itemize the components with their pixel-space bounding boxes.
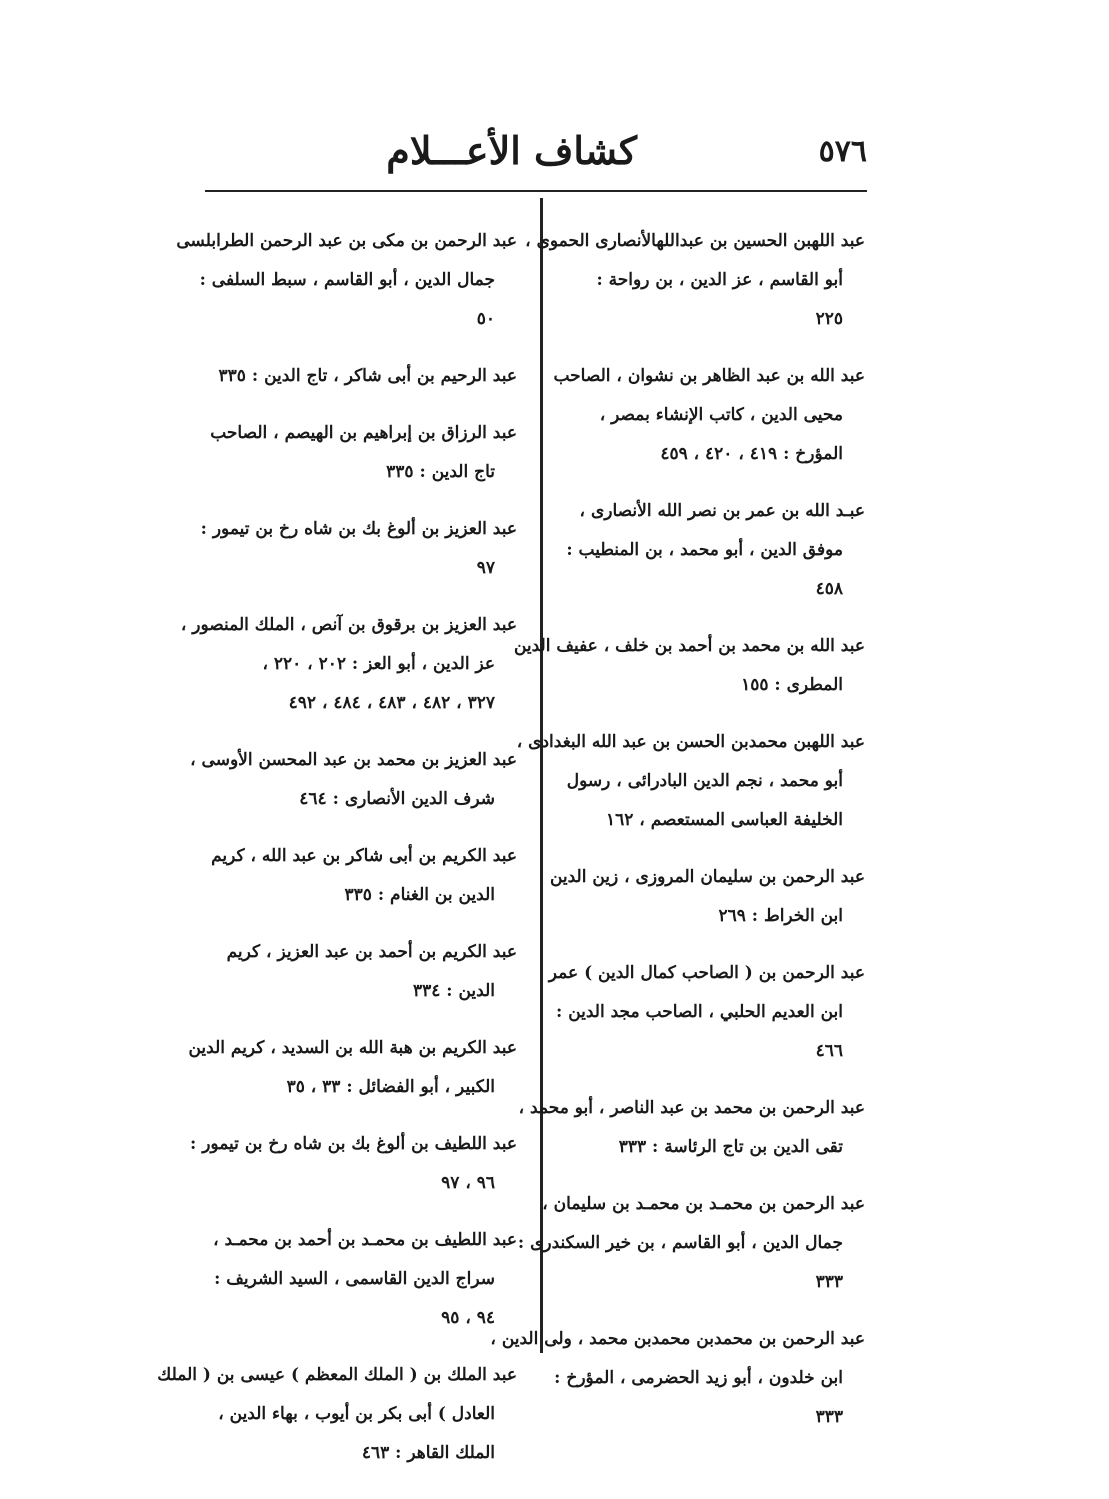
entry-line: عبد الكريم بن أبى شاكر بن عبد الله ، كريم (211, 846, 517, 866)
entry-line: ٤٦٦ (815, 1041, 843, 1061)
index-entry (518, 1089, 865, 1167)
index-entry (190, 1125, 517, 1203)
entry-line: عبد الرحمن بن مكى بن عبد الرحمن الطرابلسى (176, 231, 517, 251)
entry-line: عبد الكريم بن هبة الله بن السديد ، كريم الدين (188, 1038, 517, 1058)
entry-line: جمال الدين ، أبو القاسم ، سبط السلفى : (199, 270, 495, 290)
entry-line: ٣٢٧ ، ٤٨٢ ، ٤٨٣ ، ٤٨٤ ، ٤٩٢ (288, 693, 495, 713)
entry-line: ابن الخراط : ٢٦٩ (718, 906, 843, 926)
index-entry (212, 414, 517, 492)
entry-line: المؤرخ : ٤١٩ ، ٤٢٠ ، ٤٥٩ (660, 444, 843, 464)
entry-line: الدين بن الغنام : ٣٣٥ (344, 885, 495, 905)
entry-line: الخليفة العباسى المستعصم ، ١٦٢ (605, 810, 843, 830)
index-entry (553, 357, 865, 474)
entry-line: عبد العزيز بن محمد بن عبد المحسن الأوسى ، (190, 750, 517, 770)
index-entry (548, 954, 865, 1071)
entry-line: المطرى : ١٥٥ (741, 675, 843, 695)
entry-line: أبو محمد ، نجم الدين البادرائى ، رسول (566, 771, 843, 791)
entry-line: عبد الرزاق بن إبراهيم بن الهيصم ، الصاحب (210, 423, 517, 443)
index-entry (200, 510, 517, 588)
index-entry (516, 723, 865, 840)
column-divider (540, 198, 543, 1353)
entry-line: ابن العديم الحلبي ، الصاحب مجد الدين : (556, 1002, 843, 1022)
entry-line: ٥٠ (476, 309, 495, 329)
entry-line: ابن خلدون ، أبو زيد الحضرمى ، المؤرخ : (554, 1368, 843, 1388)
entry-line: عبد الرحمن بن محمـد بن محمـد بن سليمان ، (542, 1194, 865, 1214)
entry-line: عبد الملك بن ( الملك المعظم ) عيسى بن ( الملك (157, 1365, 517, 1385)
entry-line: عبد الكريم بن أحمد بن عبد العزيز ، كريم (226, 942, 517, 962)
entry-line: عبد العزيز بن برقوق بن آنص ، الملك المنصور ، (180, 615, 517, 635)
index-entry (180, 606, 517, 723)
left-column (157, 222, 517, 1473)
entry-line: ٩٦ ، ٩٧ (441, 1173, 495, 1193)
entry-line: عبد الرحيم بن أبى شاكر ، تاج الدين : ٣٣٥ (218, 366, 517, 386)
entry-line: ٩٤ ، ٩٥ (441, 1308, 495, 1328)
entry-line: عز الدين ، أبو العز : ٢٠٢ ، ٢٢٠ ، (262, 654, 495, 674)
page-header (205, 128, 867, 192)
entry-line: عبد الرحمن بن سليمان المروزى ، زين الدين (549, 867, 865, 887)
index-entry (517, 1185, 865, 1302)
index-entry (549, 858, 865, 936)
entry-line: شرف الدين الأنصارى : ٤٦٤ (299, 789, 495, 809)
index-entry (190, 741, 517, 819)
entry-line: عبد الله بن محمد بن أحمد بن خلف ، عفيف الدين (513, 636, 865, 656)
entry-line: جمال الدين ، أبو القاسم ، بن خير السكندرى : (517, 1233, 843, 1253)
right-column (490, 222, 865, 1437)
entry-line: ٣٣٣ (815, 1272, 843, 1292)
index-entry (212, 1221, 517, 1338)
index-entry (212, 837, 517, 915)
index-entry (513, 627, 865, 705)
entry-line: سراج الدين القاسمى ، السيد الشريف : (214, 1269, 495, 1289)
index-entry (212, 357, 517, 396)
page-number: ٥٧٦ (818, 134, 867, 169)
entry-line: عبد الرحمن بن محمد بن عبد الناصر ، أبو محمد ، (518, 1098, 865, 1118)
page-title: كشاف الأعـــلام (386, 128, 637, 173)
entry-line: محيى الدين ، كاتب الإنشاء بمصر ، (599, 405, 843, 425)
index-entry (157, 1356, 517, 1473)
entry-line: عبد اللهبن محمدبن الحسن بن عبد الله البغدادى ، (516, 732, 865, 752)
index-entry (525, 222, 865, 339)
entry-line: العادل ) أبى بكر بن أيوب ، بهاء الدين ، (218, 1404, 495, 1424)
index-entry (490, 1320, 865, 1437)
entry-line: ٤٥٨ (815, 579, 843, 599)
entry-line: الدين : ٣٣٤ (412, 981, 495, 1001)
index-entry (188, 1029, 517, 1107)
entry-line: ٣٣٣ (815, 1407, 843, 1427)
entry-line: الكبير ، أبو الفضائل : ٣٣ ، ٣٥ (286, 1077, 495, 1097)
entry-line: عبد الرحمن بن ( الصاحب كمال الدين ) عمر (548, 963, 865, 983)
entry-line: عبد الله بن عبد الظاهر بن نشوان ، الصاحب (553, 366, 865, 386)
entry-line: ٩٧ (476, 558, 495, 578)
entry-line: عبد اللطيف بن ألوغ بك بن شاه رخ بن تيمور : (190, 1134, 517, 1154)
index-entry (212, 933, 517, 1011)
entry-line: عبد اللطيف بن محمـد بن أحمد بن محمـد ، (213, 1230, 517, 1250)
index-entry (176, 222, 517, 339)
entry-line: ٢٢٥ (815, 309, 843, 329)
entry-line: تاج الدين : ٣٣٥ (386, 462, 495, 482)
entry-line: أبو القاسم ، عز الدين ، بن رواحة : (596, 270, 843, 290)
entry-line: عبـد الله بن عمر بن نصر الله الأنصارى ، (579, 501, 865, 521)
entry-line: عبد العزيز بن ألوغ بك بن شاه رخ بن تيمور : (200, 519, 517, 539)
entry-line: الملك القاهر : ٤٦٣ (361, 1443, 495, 1463)
entry-line: موفق الدين ، أبو محمد ، بن المنطيب : (566, 540, 843, 560)
entry-line: عبد اللهبن الحسين بن عبداللهالأنصارى الحموى ، (525, 231, 865, 251)
entry-line: عبد الرحمن بن محمدبن محمدبن محمد ، ولى الدين ، (490, 1329, 865, 1349)
entry-line: تقى الدين بن تاج الرئاسة : ٣٣٣ (618, 1137, 843, 1157)
index-entry (560, 492, 865, 609)
